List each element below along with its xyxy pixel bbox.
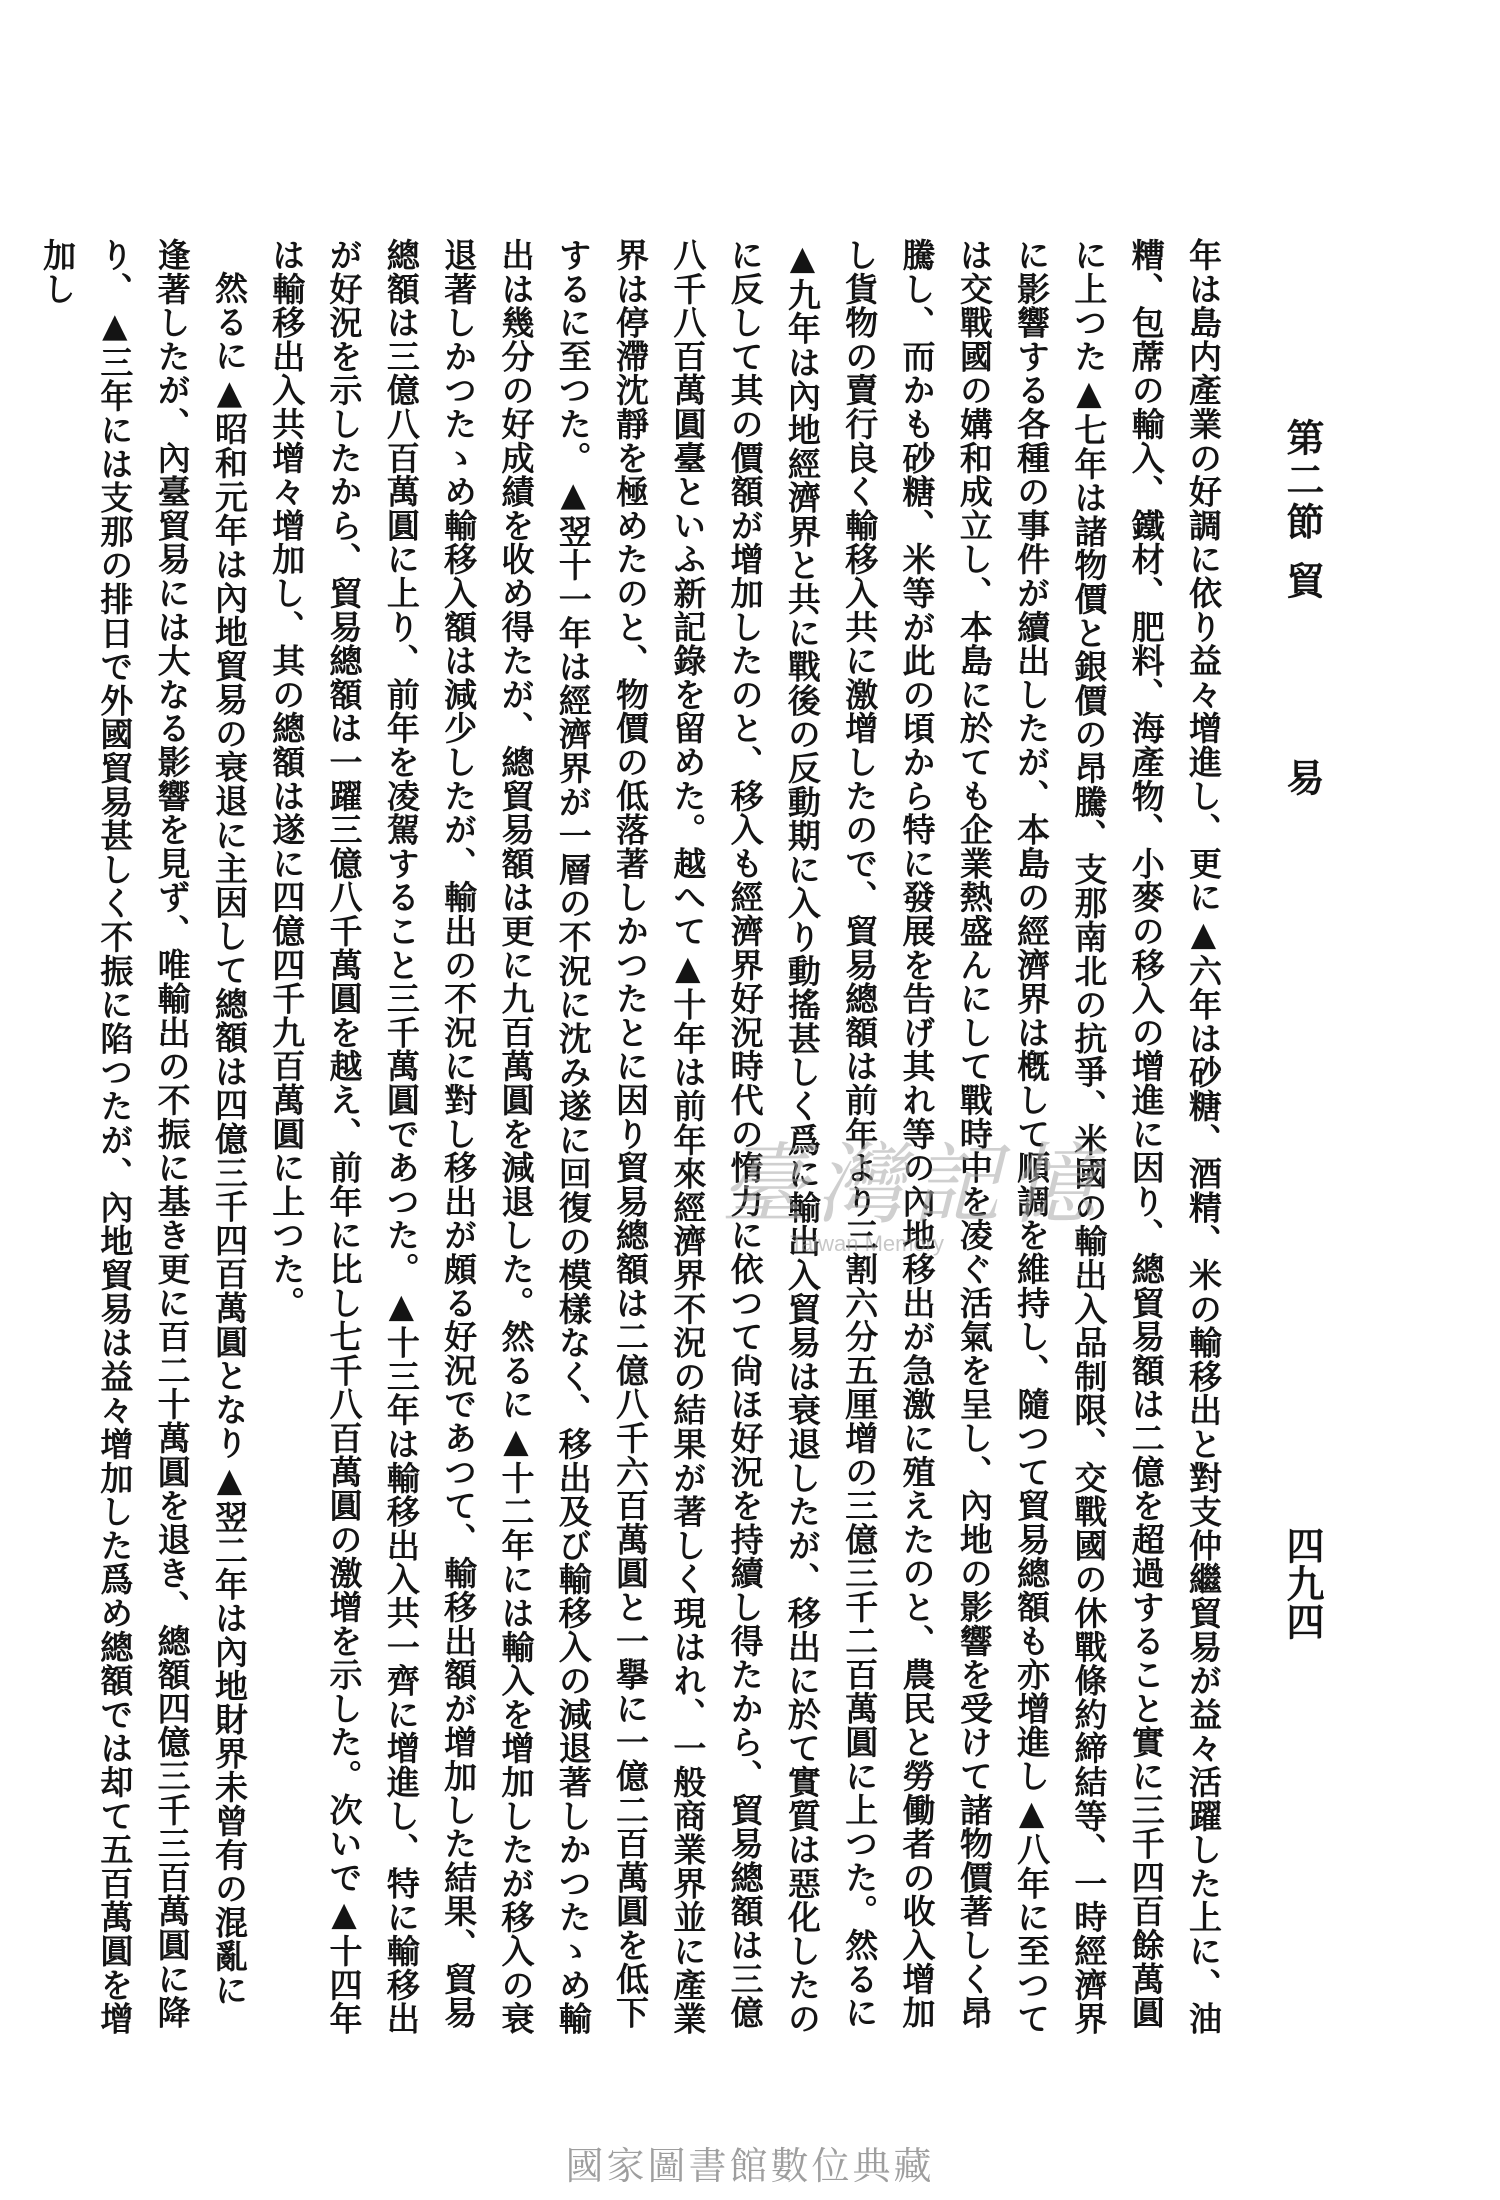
section-title-char: 易 [1280,758,1325,798]
section-title: 第二節 貿 [1280,418,1325,604]
watermark-chinese: 臺灣記憶 [720,1133,1105,1236]
library-footer: 國家圖書館數位典藏 [565,2144,935,2188]
page-header [1268,418,1332,798]
watermark-english: Taiwan Memory [790,1231,945,1256]
paragraph-1: 年は島内產業の好調に依り益々增進し、更に▲六年は砂糖、酒精、米の輸移出と對支仲繼貿易が益々活躍した上に、油糟、包蓆の輸入、鐵材、肥料、海產物、小麥の移入の增進に因り、總貿易額は二億を超過すること實に三千四百餘萬圓に上つた▲七年は諸物價と銀價の昂騰、支那南北の抗爭、米國の輸出入品制限、交戰國の休戰條約締結等、一時經濟界に影響する各種の事件が續出したが、本島の經濟界は槪して順調を維持し、隨つて貿易總額も亦增進し▲八年に至つては交戰國の媾和成立し、本島に於ても企業熱盛んにして戰時中を凌ぐ活氣を呈し、內地の影響を受けて諸物價著しく昂騰し、而かも砂糖、米等が此の頃から特に發展を告げ其れ等の內地移出が急激に殖えたのと、農民と勞働者の收入增加し貨物の賣行良く輸移入共に激增したので、貿易總額は前年より三割六分五厘增の三億三千二百萬圓に上つた。然るに▲九年は內地經濟界と共に戰後の反動期に入り動搖甚しく爲に輸出入貿易は衰退したが、移出に於て實質は惡化したのに反して其の價額が增加したのと、移入も經濟界好況時代の惰力に依つて尙ほ好況を持續し得たから、貿易總額は三億八千八百萬圓臺といふ新記錄を留めた。越へて▲十年は前年來經濟界不況の結果が著しく現はれ、一般商業界並に產業界は停滯沈靜を極めたのと、物價の低落著しかつたとに因り貿易總額は二億八千六百萬圓と一擧に一億二百萬圓を低下するに至つた。▲翌十一年は經濟界が一層の不況に沈み遂に回復の模樣なく、移出及び輸移入の減退著しかつたゝめ輸出は幾分の好成績を收め得たが、總貿易額は更に九百萬圓を減退した。然るに▲十二年には輸入を增加したが移入の衰退著しかつたゝめ輸移入額は減少したが、輸出の不況に對し移出が頗る好況であつて、輸移出額が增加した結果、貿易總額は三億八百萬圓に上り、前年を凌駕すること三千萬圓であつた。▲十三年は輸移出入共一齊に增進し、特に輸移出が好況を示したから、貿易總額は一躍三億八千萬圓を越え、前年に比し七千八百萬圓の激增を示した。次いで▲十四年は輸移出入共增々增加し、其の總額は遂に四億四千九百萬圓に上つた。 [267,238,1223,2036]
paragraph-2: 然るに▲昭和元年は內地貿易の衰退に主因して總額は四億三千四百萬圓となり▲翌二年は內地財界未曾有の混亂に逢著したが、內臺貿易には大なる影響を見ず、唯輸出の不振に基き更に百二十萬圓を退き、總額四億三千三百萬圓に降り、▲三年には支那の排日で外國貿易甚しく不振に陷つたが、內地貿易は益々增加した爲め總額では却て五百萬圓を增加し [38,238,249,2036]
body-text [38,238,1232,2036]
page-number: 四九四 [1280,1526,1325,1640]
